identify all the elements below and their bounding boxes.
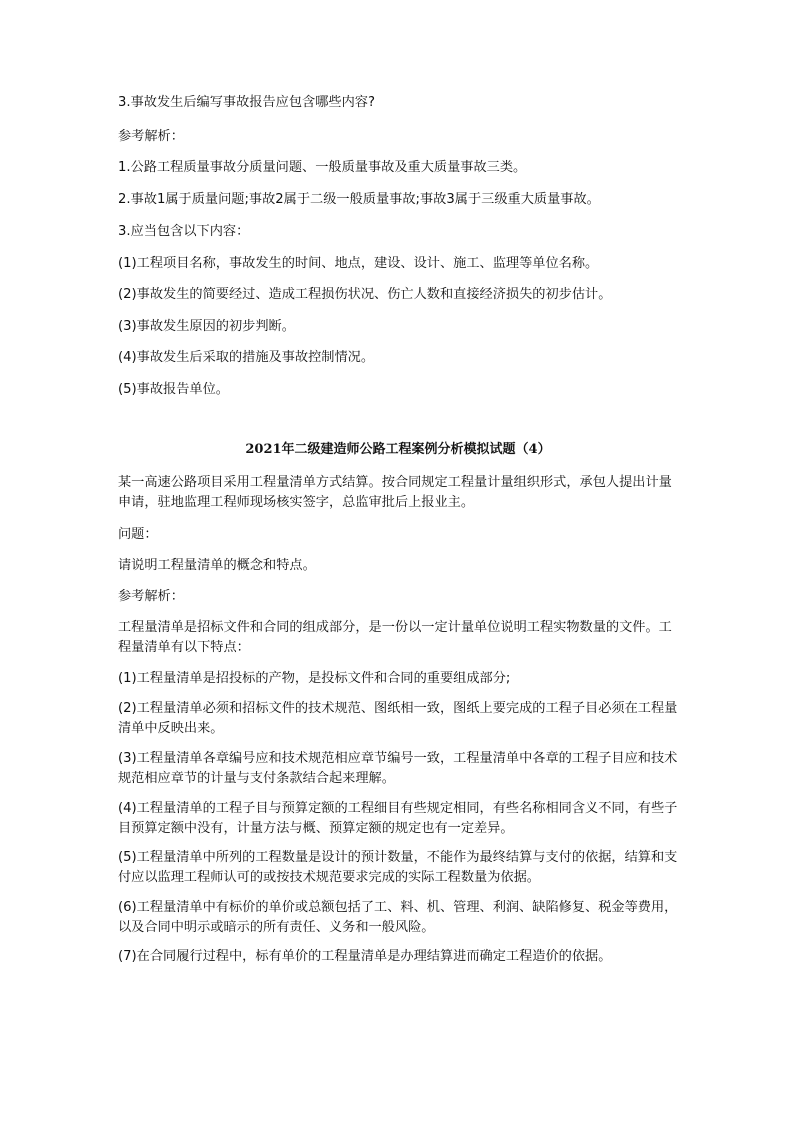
answer-1: 1.公路工程质量事故分质量问题、一般质量事故及重大质量事故三类。 [118, 160, 527, 175]
feature-point: (4)工程量清单的工程子目与预算定额的工程细目有些规定相同，有些名称相同含义不同，有些子目预算定额中没有，计量方法与概、预算定额的规定也有一定差异。 [118, 801, 678, 836]
answer-3-item: (5)事故报告单位。 [118, 382, 229, 397]
answer-3-item: (3)事故发生原因的初步判断。 [118, 319, 295, 334]
answer-2: 2.事故1属于质量问题;事故2属于二级一般质量事故;事故3属于三级重大质量事故。 [118, 192, 600, 207]
answer-3-item: (4)事故发生后采取的措施及事故控制情况。 [118, 350, 375, 365]
feature-point: (5)工程量清单中所列的工程数量是设计的预计数量，不能作为最终结算与支付的依据，结算和支付应以监理工程师认可的或按技术规范要求完成的实际工程数量为依据。 [118, 850, 678, 885]
feature-point: (6)工程量清单中有标价的单价或总额包括了工、料、机、管理、利润、缺陷修复、税金等费用，以及合同中明示或暗示的所有责任、义务和一般风险。 [118, 900, 678, 935]
answer-intro: 工程量清单是招标文件和合同的组成部分，是一份以一定计量单位说明工程实物数量的文件。工程量清单有以下特点： [118, 620, 672, 655]
feature-point: (3)工程量清单各章编号应和技术规范相应章节编号一致，工程量清单中各章的工程子目应和技术规范相应章节的计量与支付条款结合起来理解。 [118, 751, 678, 786]
answer-3-item: (2)事故发生的简要经过、造成工程损伤状况、伤亡人数和直接经济损失的初步估计。 [118, 287, 612, 302]
reference-analysis-label: 参考解析： [118, 589, 184, 604]
question-text: 请说明工程量清单的概念和特点。 [118, 558, 316, 573]
feature-point: (1)工程量清单是招投标的产物，是投标文件和合同的重要组成部分; [118, 671, 511, 686]
section-title: 2021年二级建造师公路工程案例分析模拟试题（4） [245, 442, 551, 457]
question-3: 3.事故发生后编写事故报告应包含哪些内容? [118, 95, 375, 110]
answer-3: 3.应当包含以下内容： [118, 224, 250, 239]
answer-3-item: (1)工程项目名称，事故发生的时间、地点，建设、设计、施工、监理等单位名称。 [118, 256, 599, 271]
feature-point: (7)在合同履行过程中，标有单价的工程量清单是办理结算进而确定工程造价的依据。 [118, 949, 612, 964]
reference-analysis-label: 参考解析： [118, 129, 184, 144]
question-label: 问题： [118, 527, 158, 542]
feature-point: (2)工程量清单必须和招标文件的技术规范、图纸相一致，图纸上要完成的工程子目必须在工程量清单中反映出来。 [118, 701, 678, 736]
case-intro: 某一高速公路项目采用工程量清单方式结算。按合同规定工程量计量组织形式，承包人提出计量申请，驻地监理工程师现场核实签字，总监审批后上报业主。 [118, 475, 672, 510]
